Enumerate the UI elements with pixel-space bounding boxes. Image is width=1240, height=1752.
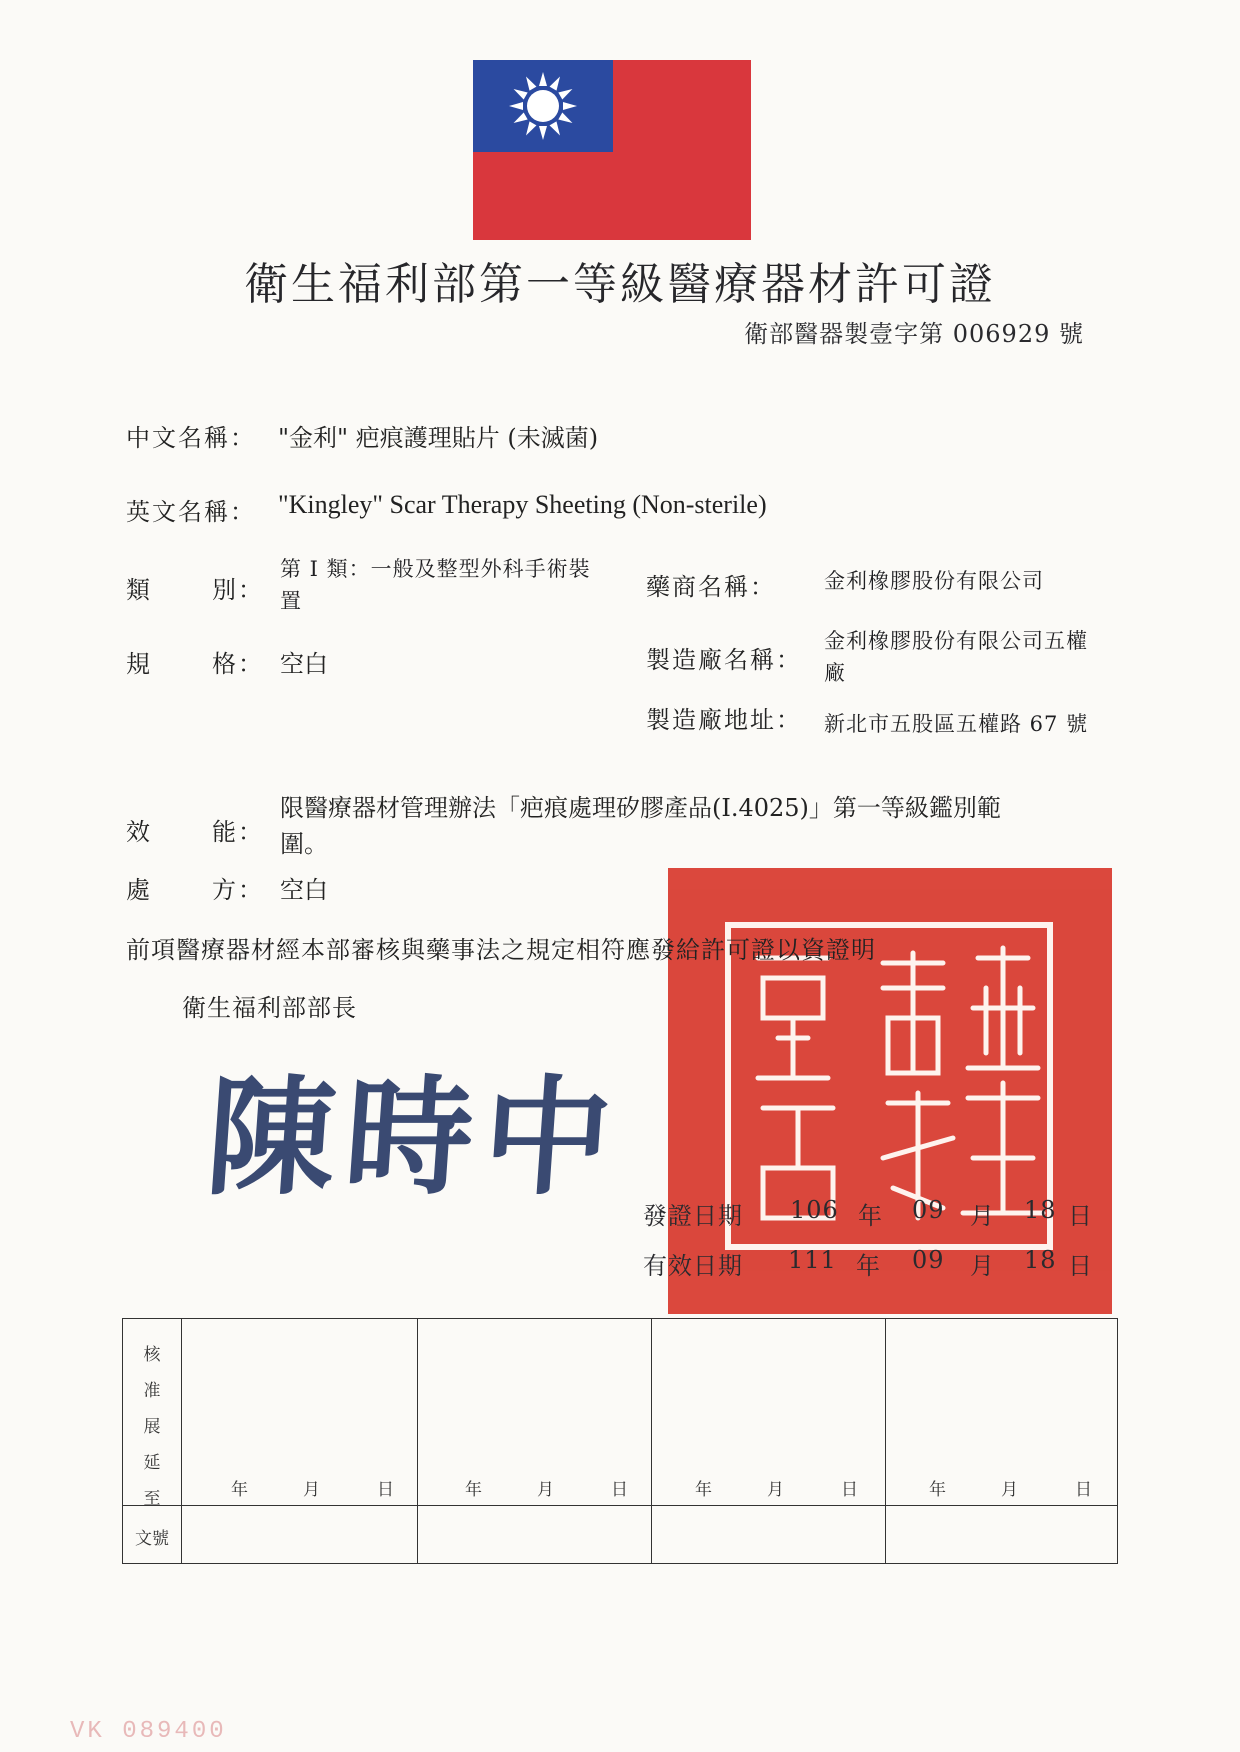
issue-year-unit: 年 (858, 1202, 883, 1230)
valid-month: 09 (912, 1246, 945, 1274)
rx-value: 空白 (280, 876, 328, 904)
issue-year: 106 (790, 1196, 839, 1224)
issue-month-unit: 月 (970, 1202, 995, 1230)
document-number-label: 文號 (135, 1529, 169, 1549)
ext3-day-unit: 日 (841, 1480, 858, 1500)
maker-value-line2: 廠 (824, 661, 846, 685)
minister-title: 衛生福利部部長 (182, 994, 357, 1022)
extension-table (122, 1318, 1118, 1564)
english-name-value: "Kingley" Scar Therapy Sheeting (Non-sterile) (278, 490, 767, 519)
maker-address-value: 新北市五股區五權路 67 號 (824, 712, 1089, 736)
approval-statement: 前項醫療器材經本部審核與藥事法之規定相符應發給許可證以資證明 (126, 936, 876, 964)
serial-number: VK 089400 (70, 1718, 227, 1745)
category-label-char: 類 (126, 576, 152, 604)
ext2-year-unit: 年 (465, 1480, 482, 1500)
valid-day-unit: 日 (1068, 1252, 1093, 1280)
efficacy-value-line2: 圍。 (280, 830, 328, 858)
category-value-line2: 置 (280, 589, 302, 613)
rx-label-char: 處 (126, 876, 152, 904)
ext3-year-unit: 年 (695, 1480, 712, 1500)
category-value-line1: 第 I 類：一般及整型外科手術裝 (280, 557, 591, 581)
efficacy-label-char: 效 (126, 818, 152, 846)
national-flag (473, 60, 751, 240)
minister-signature: 陳時中 (201, 1063, 627, 1213)
maker-address-label: 製造廠地址： (646, 706, 802, 734)
ext2-month-unit: 月 (537, 1480, 554, 1500)
valid-month-unit: 月 (970, 1252, 995, 1280)
ext1-month-unit: 月 (303, 1480, 320, 1500)
white-sun-icon (473, 60, 613, 152)
spec-value: 空白 (280, 650, 328, 678)
spec-label: 格： (212, 650, 264, 678)
ext1-year-unit: 年 (231, 1480, 248, 1500)
license-number: 衛部醫器製壹字第 006929 號 (744, 320, 1084, 348)
issue-date-label: 發證日期 (643, 1202, 743, 1230)
issue-day-unit: 日 (1068, 1202, 1093, 1230)
maker-value-line1: 金利橡膠股份有限公司五權 (824, 629, 1088, 653)
valid-day: 18 (1024, 1246, 1057, 1274)
certificate-title: 衛生福利部第一等級醫療器材許可證 (244, 259, 996, 310)
ext2-day-unit: 日 (611, 1480, 628, 1500)
ext1-day-unit: 日 (377, 1480, 394, 1500)
chinese-name-label: 中文名稱： (126, 424, 256, 452)
valid-year-unit: 年 (856, 1252, 881, 1280)
extension-row-label: 核 准 展 延 至 (143, 1345, 161, 1509)
chinese-name-value: "金利" 疤痕護理貼片 (未滅菌) (278, 424, 599, 452)
maker-label: 製造廠名稱： (646, 646, 802, 674)
vendor-label: 藥商名稱： (646, 573, 776, 601)
valid-date-label: 有效日期 (643, 1252, 743, 1280)
ext4-year-unit: 年 (929, 1480, 946, 1500)
ext4-month-unit: 月 (1001, 1480, 1018, 1500)
valid-year: 111 (788, 1246, 837, 1274)
issue-month: 09 (912, 1196, 945, 1224)
ext3-month-unit: 月 (767, 1480, 784, 1500)
issue-day: 18 (1024, 1196, 1057, 1224)
efficacy-label: 能： (212, 818, 264, 846)
vendor-value: 金利橡膠股份有限公司 (824, 569, 1044, 593)
ext4-day-unit: 日 (1075, 1480, 1092, 1500)
english-name-label: 英文名稱： (126, 498, 256, 526)
rx-label: 方： (212, 876, 264, 904)
category-label: 別： (212, 576, 264, 604)
spec-label-char: 規 (126, 650, 152, 678)
efficacy-value-line1: 限醫療器材管理辦法「疤痕處理矽膠產品(I.4025)」第一等級鑑別範 (280, 794, 1001, 822)
